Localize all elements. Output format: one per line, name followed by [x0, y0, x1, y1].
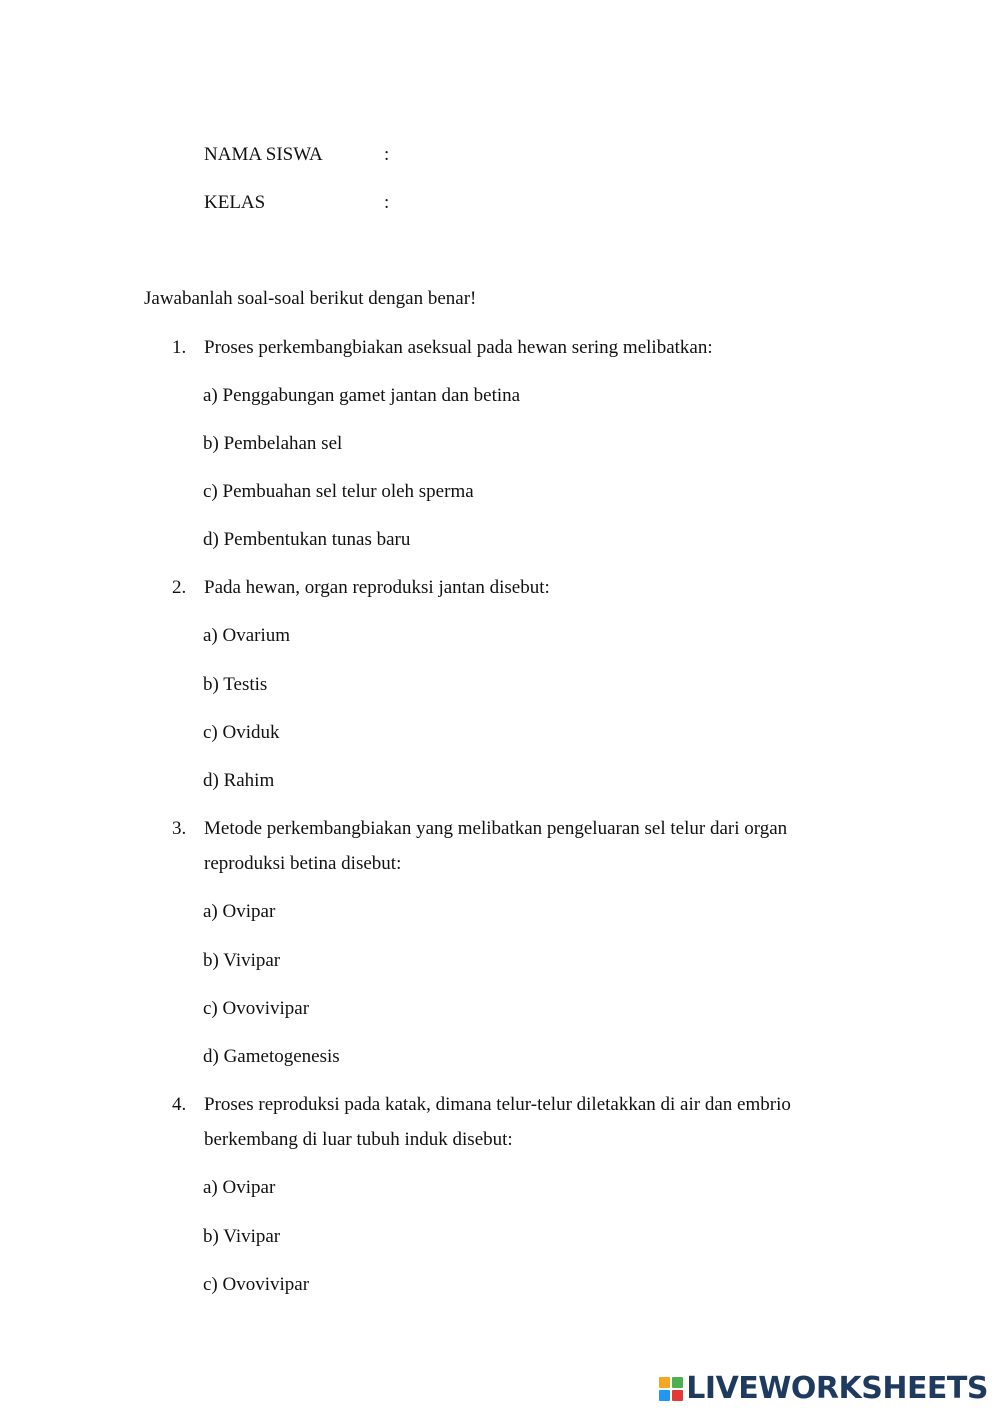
instruction-text: Jawabanlah soal-soal berikut dengan benar!: [144, 288, 477, 309]
option-a[interactable]: a) Ovipar: [203, 1177, 276, 1198]
question-number: 4.: [172, 1094, 187, 1115]
student-name-label: NAMA SISWA: [204, 144, 323, 165]
student-name-colon: :: [384, 144, 390, 165]
option-d[interactable]: d) Rahim: [203, 770, 275, 791]
option-a[interactable]: a) Ovarium: [203, 625, 291, 646]
question-text: Metode perkembangbiakan yang melibatkan pengeluaran sel telur dari organ: [204, 818, 788, 839]
question-number: 2.: [172, 577, 187, 598]
class-colon: :: [384, 192, 390, 213]
question-number: 1.: [172, 337, 187, 358]
option-c[interactable]: c) Ovovivipar: [203, 998, 310, 1019]
liveworksheets-logo: [659, 1372, 988, 1406]
option-b[interactable]: b) Vivipar: [203, 950, 281, 971]
logo-tile: [659, 1377, 670, 1388]
logo-text: LIVEWORKSHEETS: [686, 1371, 988, 1406]
logo-tile: [659, 1390, 670, 1401]
question-text: Proses reproduksi pada katak, dimana telur-telur diletakkan di air dan embrio: [204, 1094, 791, 1115]
option-b[interactable]: b) Vivipar: [203, 1226, 281, 1247]
question-text: Proses perkembangbiakan aseksual pada hewan sering melibatkan:: [204, 337, 713, 358]
option-c[interactable]: c) Pembuahan sel telur oleh sperma: [203, 481, 474, 502]
option-a[interactable]: a) Penggabungan gamet jantan dan betina: [203, 385, 521, 406]
option-b[interactable]: b) Pembelahan sel: [203, 433, 343, 454]
logo-tiles-icon: [659, 1377, 683, 1401]
question-text: Pada hewan, organ reproduksi jantan disebut:: [204, 577, 550, 598]
question-text-continued: berkembang di luar tubuh induk disebut:: [204, 1129, 513, 1150]
option-a[interactable]: a) Ovipar: [203, 901, 276, 922]
question-text-continued: reproduksi betina disebut:: [204, 853, 402, 874]
option-c[interactable]: c) Oviduk: [203, 722, 280, 743]
option-d[interactable]: d) Gametogenesis: [203, 1046, 340, 1067]
class-label: KELAS: [204, 192, 266, 213]
option-c[interactable]: c) Ovovivipar: [203, 1274, 310, 1295]
option-b[interactable]: b) Testis: [203, 674, 268, 695]
question-number: 3.: [172, 818, 187, 839]
logo-tile: [672, 1390, 683, 1401]
option-d[interactable]: d) Pembentukan tunas baru: [203, 529, 411, 550]
logo-tile: [672, 1377, 683, 1388]
